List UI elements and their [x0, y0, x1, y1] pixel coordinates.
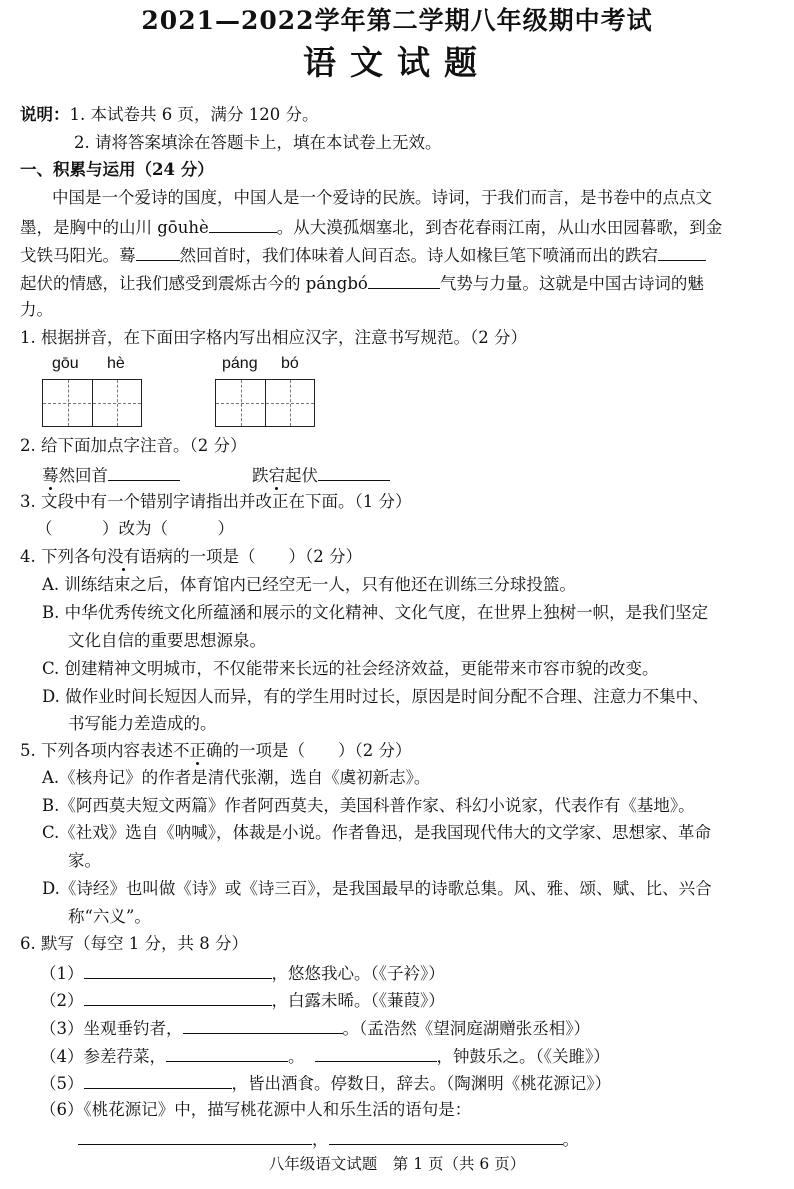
q4-option-a[interactable]: A. 训练结束之后，体育馆内已经空无一人，只有他还在训练三分球投篮。 [42, 575, 576, 594]
q2-items: 蓦然回首 跌宕起伏 [42, 463, 794, 487]
subject-title: 语文试题 [303, 43, 491, 82]
q4-option-b-cont: 文化自信的重要思想源泉。 [68, 631, 266, 650]
section-heading: 一、积累与运用（24 分） [20, 160, 214, 179]
passage-blank-mo[interactable] [136, 243, 180, 261]
q4-option-d-cont: 书写能力差造成的。 [68, 714, 217, 733]
instructions-line-2: 2. 请将答案填涂在答题卡上，填在本试卷上无效。 [74, 133, 442, 152]
q6-stem: 6. 默写（每空 1 分，共 8 分） [20, 934, 248, 953]
passage-blank-dang[interactable] [658, 243, 706, 261]
q6-item-4: （4）参差荇菜， 。 ，钟鼓乐之。（《关雎》） [40, 1044, 794, 1068]
passage-line-5: 力。 [20, 300, 53, 319]
q5-stem: 5. 下列各项内容表述不正确的一项是（ ）（2 分） [20, 741, 412, 760]
q6-item-2: （2） ，白露未晞。（《蒹葭》） [40, 988, 794, 1012]
q3-stem: 3. 文段中有一个错别字请指出并改正在下面。（1 分） [20, 492, 412, 511]
passage-blank-pangbo[interactable] [368, 271, 440, 289]
q5-option-c-cont: 家。 [68, 851, 101, 870]
q4-stem: 4. 下列各句没有语病的一项是（ ）（2 分） [20, 547, 362, 566]
q4-option-b[interactable]: B. 中华优秀传统文化所蕴涵和展示的文化精神、文化气度，在世界上独树一帜，是我们坚定 [42, 603, 709, 622]
q4-option-d[interactable]: D. 做作业时间长短因人而异，有的学生用时过长，原因是时间分配不合理、注意力不集中、 [42, 687, 709, 706]
passage-line-4: 起伏的情感，让我们感受到震烁古今的 pángbó 气势与力量。这就是中国古诗词的魅 [20, 271, 794, 295]
q5-option-d-cont: 称“六义”。 [68, 907, 151, 926]
q6-item-6-blanks: ， 。 [78, 1127, 794, 1151]
q6-blank-3[interactable] [183, 1016, 343, 1034]
pinyin-gou: gōu [52, 355, 79, 372]
q6-blank-1[interactable] [84, 961, 272, 979]
pinyin-he: hè [107, 355, 125, 372]
q6-blank-5[interactable] [84, 1071, 232, 1089]
page-footer: 八年级语文试题 第 1 页（共 6 页） [268, 1155, 526, 1173]
q3-answer[interactable]: （ ）改为（ ） [36, 519, 234, 538]
instructions-line-1: 说明：1. 本试卷共 6 页，满分 120 分。 [20, 105, 319, 124]
tianzige-gouhe[interactable] [42, 379, 142, 427]
q6-item-6: （6）《桃花源记》中，描写桃花源中人和乐生活的语句是： [40, 1100, 472, 1119]
tianzige-pangbo[interactable] [215, 379, 315, 427]
q5-option-b[interactable]: B.《阿西莫夫短文两篇》作者阿西莫夫，美国科普作家、科幻小说家，代表作有《基地》。 [42, 796, 695, 815]
q1-stem: 1. 根据拼音，在下面田字格内写出相应汉字，注意书写规范。（2 分） [20, 328, 527, 347]
instructions-label: 说明： [20, 105, 70, 124]
q2-stem: 2. 给下面加点字注音。（2 分） [20, 436, 247, 455]
q6-blank-6b[interactable] [329, 1127, 563, 1145]
q6-blank-6a[interactable] [78, 1127, 312, 1145]
passage-line-3: 戈铁马阳光。蓦 然回首时，我们体味着人间百态。诗人如椽巨笔下喷涌而出的跌宕 [20, 243, 794, 267]
q2-blank-2[interactable] [318, 463, 390, 481]
q6-blank-4b[interactable] [315, 1044, 437, 1062]
passage-line-2: 墨，是胸中的山川 gōuhè 。从大漠孤烟塞北，到杏花春雨江南，从山水田园暮歌，到金 [20, 215, 794, 239]
q4-option-c[interactable]: C. 创建精神文明城市，不仅能带来长远的社会经济效益，更能带来市容市貌的改变。 [42, 659, 659, 678]
passage-line-1: 中国是一个爱诗的国度，中国人是一个爱诗的民族。诗词，于我们而言，是书卷中的点点文 [52, 188, 712, 207]
q6-item-3: （3）坐观垂钓者， 。（孟浩然《望洞庭湖赠张丞相》） [40, 1016, 794, 1040]
q6-blank-4a[interactable] [166, 1044, 288, 1062]
exam-title: 2021—2022学年第二学期八年级期中考试 [141, 6, 653, 35]
pinyin-pang: páng [222, 355, 258, 372]
q5-option-a[interactable]: A.《核舟记》的作者是清代张潮，选自《虞初新志》。 [42, 768, 431, 787]
passage-blank-gouhe[interactable] [209, 215, 277, 233]
q6-item-1: （1） ，悠悠我心。（《子衿》） [40, 961, 794, 985]
q2-blank-1[interactable] [108, 463, 180, 481]
q6-item-5: （5） ，皆出酒食。停数日，辞去。（陶渊明《桃花源记》） [40, 1071, 794, 1095]
q6-blank-2[interactable] [84, 988, 272, 1006]
q5-option-c[interactable]: C.《社戏》选自《呐喊》，体裁是小说。作者鲁迅，是我国现代伟大的文学家、思想家、革命 [42, 823, 712, 842]
q5-option-d[interactable]: D.《诗经》也叫做《诗》或《诗三百》，是我国最早的诗歌总集。风、雅、颂、赋、比、兴合 [42, 879, 712, 898]
pinyin-bo: bó [281, 355, 299, 372]
